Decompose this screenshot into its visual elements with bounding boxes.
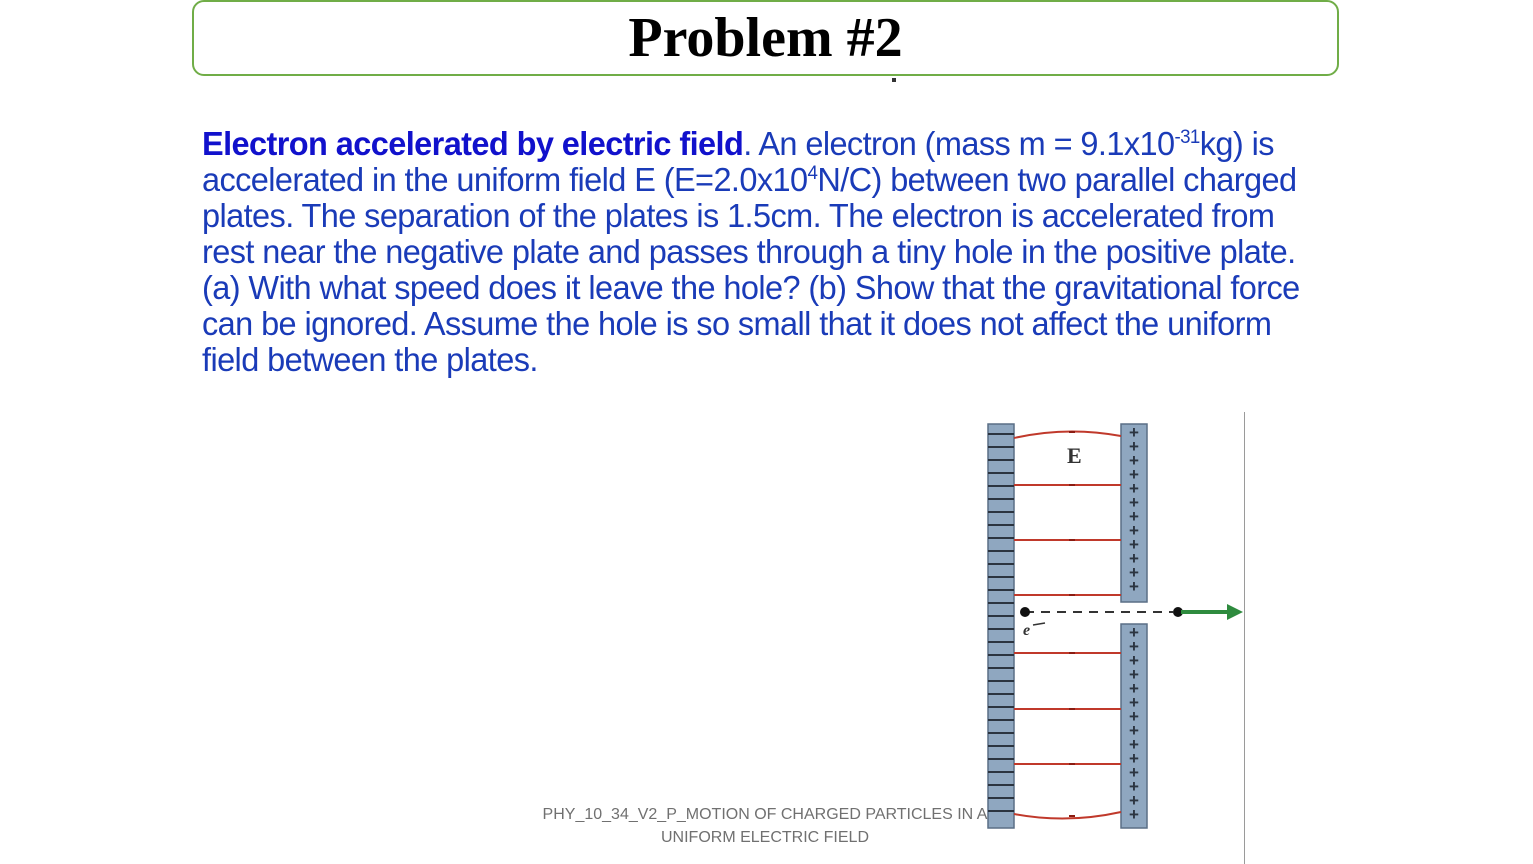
plus-sign: + <box>1129 563 1139 582</box>
negative-plate <box>988 424 1014 828</box>
footer-line-2: UNIFORM ELECTRIC FIELD <box>660 829 869 846</box>
footer-line-1: PHY_10_34_V2_P_MOTION OF CHARGED PARTICLES IN A <box>542 806 988 823</box>
plus-sign: + <box>1129 623 1139 642</box>
plus-sign: + <box>1129 535 1139 554</box>
problem-text-1: . An electron (mass m = 9.1x10 <box>743 125 1175 162</box>
plus-sign: + <box>1129 423 1139 442</box>
field-line <box>1014 431 1121 438</box>
title-tick <box>892 78 896 82</box>
parallel-plates-diagram <box>975 412 1247 832</box>
positive-plate-top <box>1121 423 1147 602</box>
slide-footer <box>520 803 1010 849</box>
positive-plate-bottom <box>1121 623 1147 828</box>
plus-sign: + <box>1129 805 1139 824</box>
plus-sign: + <box>1129 493 1139 512</box>
plus-sign: + <box>1129 665 1139 684</box>
electron-sign <box>1033 623 1045 625</box>
electron-label: e <box>1023 622 1031 639</box>
plus-sign: + <box>1129 679 1139 698</box>
slide-title: Problem #2 <box>628 7 903 69</box>
mass-exponent: -31 <box>1174 127 1200 148</box>
problem-text-3: N/C) between two parallel charged plates. The separation of the plates is 1.5cm. The electron is accelerated from rest near the negative plate and passes through a tiny hole in the positive plate. (a) With what speed does it leave the hole? (b) Show that the gravitational force can be ignored. Assume the hole is so small that it does not affect the uniform field between the plates. <box>202 161 1300 378</box>
problem-lead: Electron accelerated by electric field <box>202 125 744 162</box>
negative-plate-body <box>988 424 1014 828</box>
plus-sign: + <box>1129 479 1139 498</box>
plus-sign: + <box>1129 549 1139 568</box>
plus-sign: + <box>1129 693 1139 712</box>
electron-start <box>1020 607 1030 617</box>
plus-sign: + <box>1129 507 1139 526</box>
plus-sign: + <box>1129 577 1139 596</box>
field-exponent: 4 <box>807 163 818 184</box>
plus-sign: + <box>1129 465 1139 484</box>
title-box <box>192 0 1339 76</box>
plus-sign: + <box>1129 651 1139 670</box>
problem-text-2: kg) is accelerated in the uniform field E (E=2.0x10 <box>202 125 1274 198</box>
field-label: E <box>1067 443 1082 468</box>
plus-sign: + <box>1129 777 1139 796</box>
plus-sign: + <box>1129 637 1139 656</box>
plus-sign: + <box>1129 437 1139 456</box>
plus-sign: + <box>1129 721 1139 740</box>
velocity-arrowhead <box>1227 604 1243 620</box>
plus-sign: + <box>1129 707 1139 726</box>
plus-sign: + <box>1129 735 1139 754</box>
plus-sign: + <box>1129 791 1139 810</box>
plus-sign: + <box>1129 521 1139 540</box>
plus-sign: + <box>1129 749 1139 768</box>
problem-statement <box>202 126 1320 378</box>
field-line <box>1014 812 1121 819</box>
plus-sign: + <box>1129 451 1139 470</box>
plus-sign: + <box>1129 763 1139 782</box>
